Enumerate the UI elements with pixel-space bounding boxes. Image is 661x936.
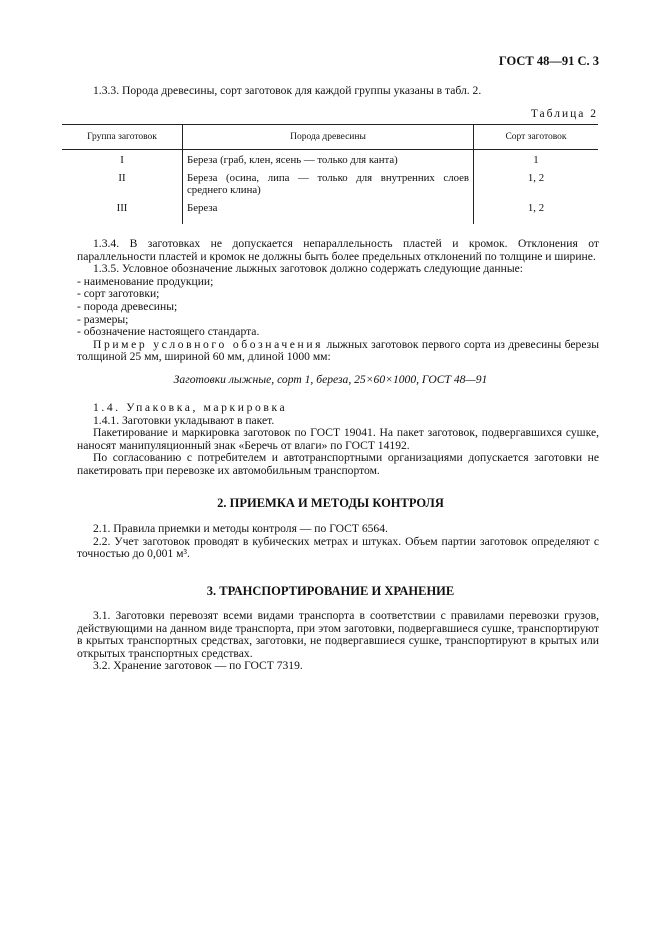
page-header: ГОСТ 48—91 С. 3 [498,54,599,68]
list-item: - обозначение настоящего стандарта. [77,325,260,339]
table-row [62,150,598,169]
paragraph-1-4-1-agreement: По согласованию с потребителем и автотранспортными организациями допускается заготовки не пакетировать при перевозке их автомобильным транспортом. [77,451,599,477]
cell-wood: Береза (граб, клен, ясень — только для канта) [183,150,474,169]
section-1-4-title: 1.4. Упаковка, маркировка [93,401,288,414]
section-3-body [77,610,599,673]
section-3-title: 3. ТРАНСПОРТИРОВАНИЕ И ХРАНЕНИЕ [206,584,455,598]
column-header-grade: Сорт заготовок [474,125,599,150]
paragraph-2-2: 2.2. Учет заготовок проводят в кубических метрах и штуках. Объем партии заготовок определяют с точностью до 0,001 м³. [77,534,599,561]
example-designation: Заготовки лыжные, сорт 1, береза, 25×60×1000, ГОСТ 48—91 [173,373,488,386]
cell-grade: 1 [533,154,539,166]
list-item: - сорт заготовки; [77,287,160,301]
section-2-title: 2. ПРИЕМКА И МЕТОДЫ КОНТРОЛЯ [217,496,444,510]
paragraph-1-3-4: 1.3.4. В заготовках не допускается непараллельность пластей и кромок. Отклонения от параллельности пластей и кромок не должны быть более предельных отклонений по толщине и ширине. [77,237,599,263]
cell-wood: Береза (осина, липа — только для внутренних слоев среднего клина) [183,168,474,198]
column-header-group: Группа заготовок [62,125,183,150]
cell-grade: 1, 2 [527,172,545,184]
section-2-body [77,523,599,561]
paragraph-1-4-1: 1.4.1. Заготовки укладывают в пакет. [93,413,275,427]
column-header-wood: Порода древесины [183,125,474,150]
table-row [62,198,598,224]
example-rest: лыжных заготовок первого сорта из древесины березы толщиной 25 мм, шириной 60 мм, длиной 1000 мм: [77,337,599,364]
paragraph-1-3-5: 1.3.5. Условное обозначение лыжных заготовок должно содержать следующие данные: [93,262,523,276]
example-intro [77,339,599,364]
paragraph-1-3-3-text: 1.3.3. Порода древесины, сорт заготовок для каждой группы указаны в табл. 2. [93,84,482,97]
list-item: - порода древесины; [77,299,178,313]
cell-group: II [118,172,126,184]
example-lead: Пример условного обозначения [93,337,324,351]
table-row [62,168,598,198]
paragraph-3-2: 3.2. Хранение заготовок — по ГОСТ 7319. [93,659,303,673]
paragraph-2-1: 2.1. Правила приемки и методы контроля — по ГОСТ 6564. [93,522,388,535]
table-2 [62,124,598,224]
table-header-row [62,125,598,150]
list-item: - размеры; [77,312,129,326]
cell-group: III [116,202,128,214]
paragraphs-1-4 [77,402,599,478]
paragraph-1-4-1-packaging: Пакетирование и маркировка заготовок по ГОСТ 19041. На пакет заготовок, подвергавшихся сушке, наносят манипуляционный знак «Беречь от влаги» по ГОСТ 14192. [77,426,599,452]
paragraph-3-1: 3.1. Заготовки перевозят всеми видами транспорта в соответствии с правилами перевозки грузов, действующими на данном виде транспорта, при этом заготовки, подвергавшиеся сушке, транспортируют в крытых транспортных средствах, заготовки, не подвергавшиеся сушке, транспортируют в крытых или открытых транспортных средствах. [77,609,599,660]
cell-grade: 1, 2 [527,202,545,214]
list-item: - наименование продукции; [77,274,214,288]
cell-wood: Береза [183,198,474,224]
cell-group: I [120,154,124,166]
paragraphs-1-3-4-to-1-3-5 [77,238,599,364]
paragraph-1-3-3 [77,85,599,98]
table-caption: Таблица 2 [530,108,598,120]
